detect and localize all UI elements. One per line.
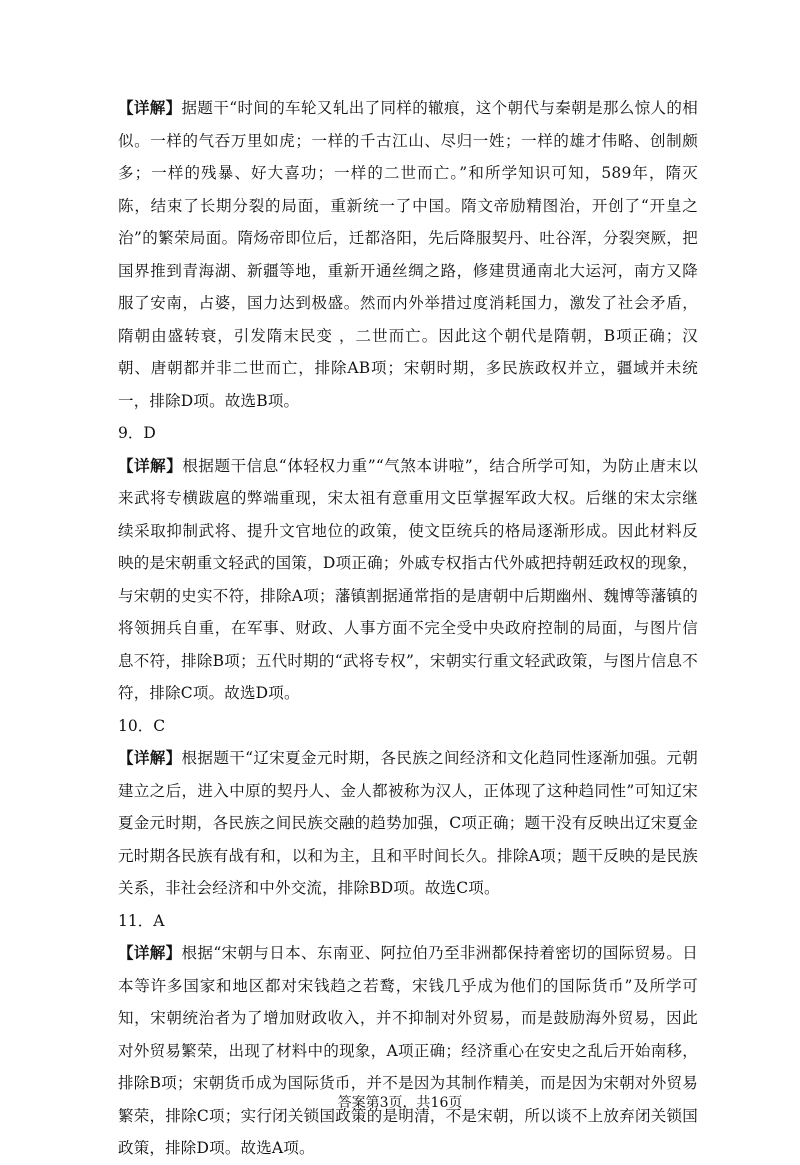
answer-11: 11．A xyxy=(118,911,165,930)
page-content xyxy=(118,92,698,1165)
explanation-text: 根据“宋朝与日本、东南亚、阿拉伯乃至非洲都保持着密切的国际贸易。日本等许多国家和地区都对宋钱趋之若鹜，宋钱几乎成为他们的国际货币”及所学可知，宋朝统治者为了增加财政收入，并不抑制对外贸易，而是鼓励海外贸易，因此对外贸易繁荣，出现了材料中的现象，A项正确；经济重心在安史之乱后开始南移，排除B项；宋朝货币成为国际货币，并不是因为其制作精美，而是因为宋朝对外贸易繁荣，排除C项；实行闭关锁国政策的是明清，不是宋朝，所以谈不上放弃闭关锁国政策，排除D项。故选A项。 xyxy=(118,944,698,1157)
explanation-text: 根据题干信息“体轻权力重”“气煞本讲啦”，结合所学可知，为防止唐末以来武将专横跋扈的弊端重现，宋太祖有意重用文臣掌握军政大权。后继的宋太宗继续采取抑制武将、提升文官地位的政策，使文臣统兵的格局逐渐形成。因此材料反映的是宋朝重文轻武的国策，D项正确；外戚专权指古代外戚把持朝廷政权的现象，与宋朝的史实不符，排除A项；藩镇割据通常指的是唐朝中后期幽州、魏博等藩镇的将领拥兵自重，在军事、财政、人事方面不完全受中央政府控制的局面，与图片信息不符，排除B项；五代时期的“武将专权”，宋朝实行重文轻武政策，与图片信息不符，排除C项。故选D项。 xyxy=(118,456,698,702)
explanation-tag: 【详解】 xyxy=(118,748,182,767)
explanation-9 xyxy=(118,450,698,710)
page-footer: 答案第3页，共16页 xyxy=(337,1095,463,1111)
answer-10: 10．C xyxy=(118,716,166,735)
explanation-text: 根据题干“辽宋夏金元时期，各民族之间经济和文化趋同性逐渐加强。元朝建立之后，进入中原的契丹人、金人都被称为汉人，正体现了这种趋同性”可知辽宋夏金元时期，各民族之间民族交融的趋势加强，C项正确；题干没有反映出辽宋夏金元时期各民族有战有和，以和为主，且和平时间长久。排除A项；题干反映的是民族关系，非社会经济和中外交流，排除BD项。故选C项。 xyxy=(118,749,698,897)
explanation-text: 据题干“时间的车轮又轧出了同样的辙痕，这个朝代与秦朝是那么惊人的相似。一样的气吞万里如虎；一样的千古江山、尽归一姓；一样的雄才伟略、创制颇多；一样的残暴、好大喜功；一样的二世而亡。”和所学知识可知，589年，隋灭陈，结束了长期分裂的局面，重新统一了中国。隋文帝励精图治，开创了“开皇之治”的繁荣局面。隋炀帝即位后，迁都洛阳，先后降服契丹、吐谷浑，分裂突厥，把国界推到青海湖、新疆等地，重新开通丝绸之路，修建贯通南北大运河，南方又降服了安南，占婆，国力达到极盛。然而内外举措过度消耗国力，激发了社会矛盾，隋朝由盛转衰，引发隋末民变 ，二世而亡。因此这个朝代是隋朝，B项正确；汉朝、唐朝都并非二世而亡，排除AB项；宋朝时期，多民族政权并立，疆域并未统一，排除D项。故选B项。 xyxy=(118,99,698,410)
answer-9: 9．D xyxy=(118,424,156,442)
explanation-8 xyxy=(118,92,698,417)
explanation-11 xyxy=(118,937,698,1165)
explanation-tag: 【详解】 xyxy=(118,98,182,117)
explanation-tag: 【详解】 xyxy=(118,943,182,962)
explanation-tag: 【详解】 xyxy=(118,455,183,475)
explanation-10 xyxy=(118,742,698,905)
